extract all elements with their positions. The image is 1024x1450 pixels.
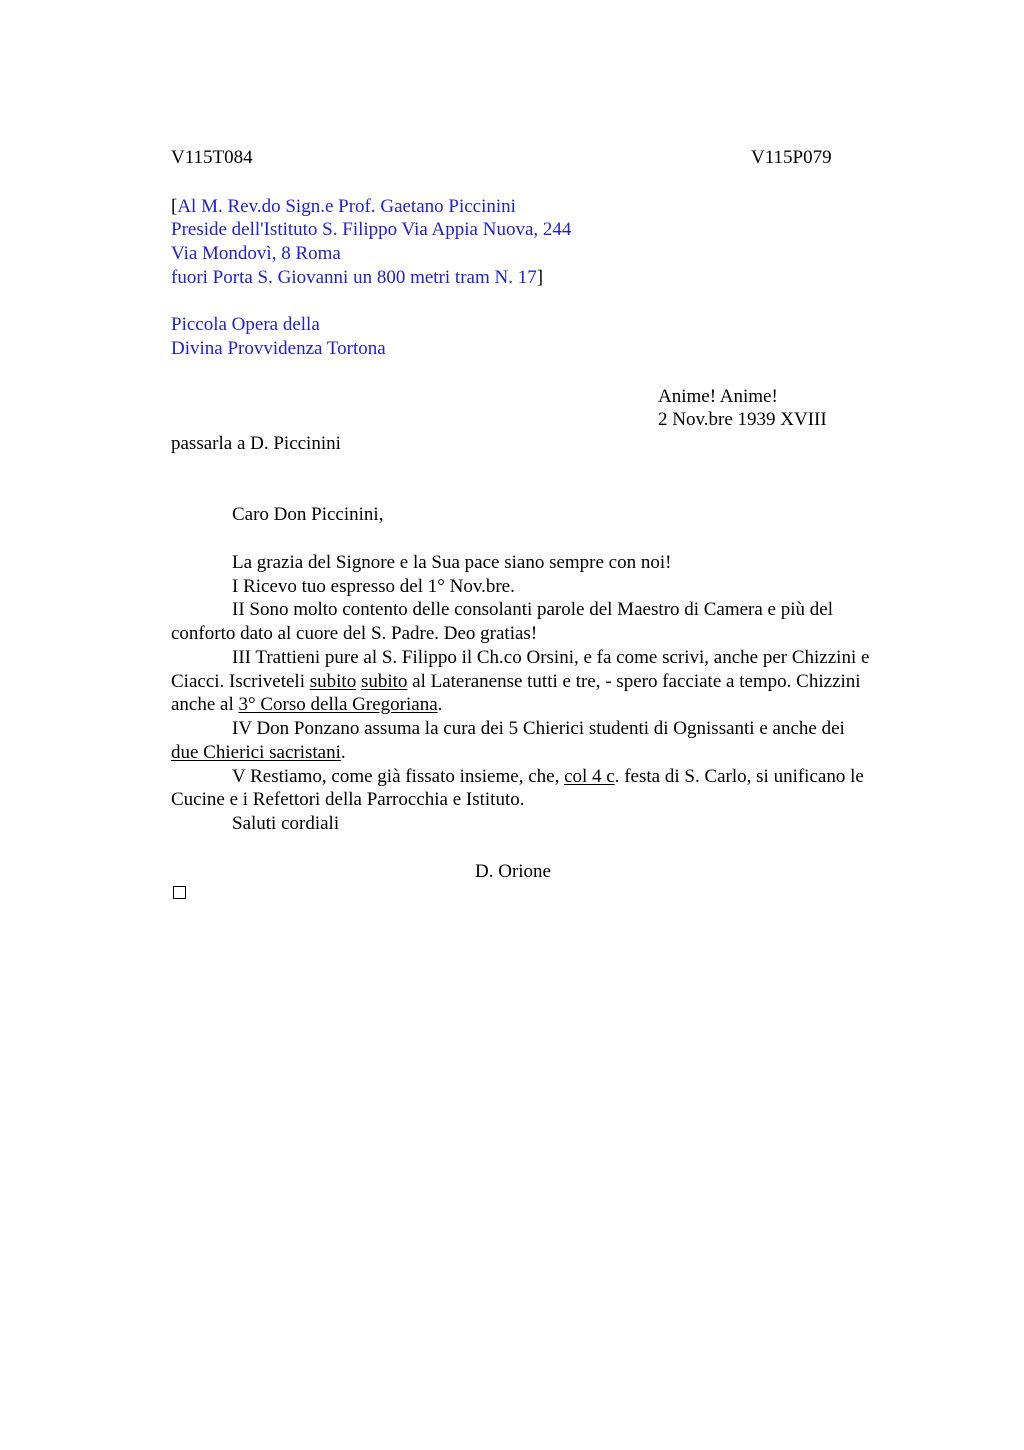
signature: D. Orione: [475, 861, 551, 882]
paragraph-3-line-1: III Trattieni pure al S. Filippo il Ch.co Orsini, e fa come scrivi, anche per Chizzini e: [232, 647, 870, 668]
paragraph-4-line-1: IV Don Ponzano assuma la cura dei 5 Chierici studenti di Ognissanti e anche dei: [232, 718, 845, 739]
address-directions: fuori Porta S. Giovanni un 800 metri tram N. 17: [171, 267, 537, 288]
p3-text-b: al Lateranense tutti e tre, - spero facciate a tempo. Chizzini: [407, 671, 861, 692]
p3-text-a: Ciacci. Iscriveteli: [171, 671, 310, 692]
greeting-line: La grazia del Signore e la Sua pace siano sempre con noi!: [232, 552, 672, 573]
checkbox-icon: [173, 886, 186, 899]
letterhead-line-2: Divina Provvidenza Tortona: [171, 338, 386, 359]
paragraph-3-line-2: [171, 670, 861, 694]
address-close-bracket: ]: [536, 267, 544, 288]
forwarding-note: passarla a D. Piccinini: [171, 433, 341, 454]
underlined-chierici-sacristani: due Chierici sacristani: [171, 742, 341, 763]
paragraph-1: I Ricevo tuo espresso del 1° Nov.bre.: [232, 576, 515, 597]
paragraph-3-line-3: [171, 693, 442, 717]
p3-line3-text-a: anche al: [171, 694, 239, 715]
letter-date: 2 Nov.bre 1939 XVIII: [658, 409, 827, 430]
underlined-subito-2: subito: [360, 671, 408, 692]
paragraph-5-line-1: [232, 765, 864, 789]
address-line-4: [171, 266, 543, 290]
document-code-left: V115T084: [171, 147, 253, 168]
document-code-right: V115P079: [751, 147, 832, 168]
address-recipient: Al M. Rev.do Sign.e Prof. Gaetano Piccinini: [177, 196, 516, 217]
p4-line2-text: .: [340, 742, 346, 763]
address-line-2: Preside dell'Istituto S. Filippo Via Appia Nuova, 244: [171, 219, 572, 240]
p5-text-b: . festa di S. Carlo, si unificano le: [614, 766, 864, 787]
paragraph-2-line-1: II Sono molto contento delle consolanti parole del Maestro di Camera e più del: [232, 599, 833, 620]
p3-line3-text-b: .: [437, 694, 443, 715]
underlined-subito-1: subito: [309, 671, 357, 692]
closing: Saluti cordiali: [232, 813, 340, 834]
paragraph-2-line-2: conforto dato al cuore del S. Padre. Deo gratias!: [171, 623, 538, 644]
motto: Anime! Anime!: [658, 386, 778, 407]
paragraph-5-line-2: Cucine e i Refettori della Parrocchia e Istituto.: [171, 789, 525, 810]
underlined-col-4c: col 4 c: [564, 766, 615, 787]
salutation: Caro Don Piccinini,: [232, 504, 384, 525]
p5-text-a: V Restiamo, come già fissato insieme, che,: [232, 766, 565, 787]
address-open-bracket: [: [171, 196, 178, 217]
address-line-1: [171, 195, 516, 219]
paragraph-4-line-2: [171, 741, 346, 765]
underlined-corso-gregoriana: 3° Corso della Gregoriana: [238, 694, 438, 715]
letterhead-line-1: Piccola Opera della: [171, 314, 320, 335]
address-line-3: Via Mondovì, 8 Roma: [171, 243, 341, 264]
